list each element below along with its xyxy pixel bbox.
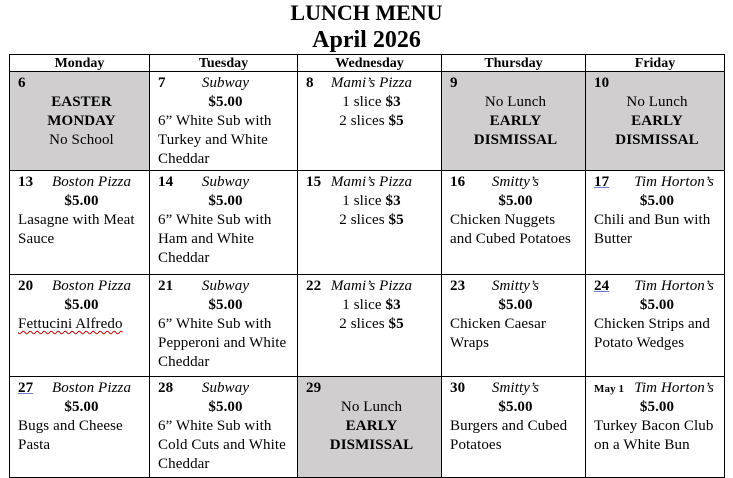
meal-price: $5.00: [64, 399, 99, 415]
slice-price-line: [306, 211, 437, 230]
day-cell: [10, 171, 150, 275]
holiday-line: EASTER: [51, 94, 112, 110]
day-cell-no-lunch: [442, 72, 586, 171]
day-number: 23: [450, 278, 466, 294]
meal-description: Chicken Nuggets and Cubed Potatoes: [450, 212, 571, 247]
day-cell: [442, 377, 586, 478]
meal-price: $5.00: [498, 297, 533, 313]
day-cell: [586, 171, 725, 275]
meal-price: $5.00: [639, 399, 675, 415]
week-row: [10, 275, 725, 377]
meal-description: Bugs and Cheese Pasta: [18, 418, 123, 453]
weekday-wednesday: Wednesday: [298, 55, 442, 72]
week-row: [10, 72, 725, 171]
page-subtitle: April 2026: [312, 27, 421, 53]
day-number: May 1: [594, 383, 625, 395]
meal-price: $5.00: [208, 94, 243, 110]
slice-price: $5: [388, 113, 404, 129]
holiday-line: MONDAY: [47, 113, 116, 129]
day-number: 9: [450, 75, 458, 91]
day-cell: [150, 377, 298, 478]
meal-description: 6” White Sub with Turkey and White Cheddar: [158, 113, 272, 167]
no-lunch-label: No Lunch: [626, 94, 688, 110]
dismissal-line: DISMISSAL: [473, 132, 558, 148]
slice-label: 2 slices: [339, 212, 389, 228]
meal-description: Chicken Strips and Potato Wedges: [594, 316, 710, 351]
day-cell-no-lunch: [586, 72, 725, 171]
vendor-name: Tim Horton’s: [634, 380, 714, 396]
day-cell: [298, 275, 442, 377]
meal-description: 6” White Sub with Pepperoni and White Cheddar: [158, 316, 287, 370]
meal-price: $5.00: [208, 399, 243, 415]
dismissal-line: EARLY: [345, 418, 398, 434]
day-number: 30: [450, 380, 466, 396]
day-cell-holiday: [10, 72, 150, 171]
slice-price: $3: [385, 94, 401, 110]
day-number: 21: [158, 278, 174, 294]
day-number: 27: [18, 380, 34, 396]
meal-price: $5.00: [498, 399, 533, 415]
week-row: [10, 171, 725, 275]
day-number: 20: [18, 278, 34, 294]
meal-price: $5.00: [208, 193, 243, 209]
meal-description: Turkey Bacon Club on a White Bun: [594, 418, 714, 453]
vendor-name: Tim Horton’s: [634, 278, 714, 294]
vendor-name: Subway: [201, 75, 250, 91]
day-number: 13: [18, 174, 34, 190]
day-cell: [586, 377, 725, 478]
slice-price-line: [306, 296, 437, 315]
meal-price: $5.00: [498, 193, 533, 209]
vendor-name: Smitty’s: [491, 174, 540, 190]
holiday-note: No School: [49, 132, 114, 148]
slice-label: 2 slices: [339, 316, 389, 332]
vendor-name: Smitty’s: [491, 278, 540, 294]
slice-price: $3: [385, 297, 401, 313]
day-number: 29: [306, 380, 322, 396]
vendor-name: Boston Pizza: [51, 174, 132, 190]
day-cell: [442, 275, 586, 377]
day-cell: [150, 171, 298, 275]
day-number: 28: [158, 380, 174, 396]
day-number: 22: [306, 278, 322, 294]
slice-price: $5: [388, 316, 404, 332]
page-title: LUNCH MENU: [290, 0, 443, 25]
day-cell: [586, 275, 725, 377]
day-cell: [150, 72, 298, 171]
lunch-calendar: [9, 54, 725, 478]
weekday-tuesday: Tuesday: [150, 55, 298, 72]
meal-price: $5.00: [64, 297, 99, 313]
vendor-name: Tim Horton’s: [634, 174, 714, 190]
weekday-friday: Friday: [586, 55, 725, 72]
meal-description: 6” White Sub with Cold Cuts and White Cheddar: [158, 418, 286, 472]
week-row: [10, 377, 725, 478]
vendor-name: Mami’s Pizza: [330, 75, 413, 91]
day-number: 15: [306, 174, 322, 190]
day-cell: [10, 275, 150, 377]
meal-description: Chili and Bun with Butter: [594, 212, 711, 247]
vendor-name: Smitty’s: [491, 380, 540, 396]
day-number: 8: [306, 75, 314, 91]
meal-description: 6” White Sub with Ham and White Cheddar: [158, 212, 272, 266]
vendor-name: Boston Pizza: [51, 380, 132, 396]
no-lunch-label: No Lunch: [340, 399, 403, 415]
slice-price-line: [306, 112, 437, 131]
slice-label: 1 slice: [342, 94, 386, 110]
vendor-name: Subway: [201, 380, 250, 396]
meal-price: $5.00: [64, 193, 99, 209]
meal-price: $5.00: [639, 193, 675, 209]
vendor-name: Mami’s Pizza: [330, 174, 413, 190]
day-number: 16: [450, 174, 466, 190]
slice-price-line: [306, 192, 437, 211]
slice-label: 1 slice: [342, 297, 386, 313]
day-cell: [10, 377, 150, 478]
meal-description: Fettucini Alfredo: [18, 316, 123, 332]
weekday-thursday: Thursday: [442, 55, 586, 72]
slice-price-line: [306, 93, 437, 112]
meal-price: $5.00: [639, 297, 675, 313]
slice-label: 2 slices: [339, 113, 389, 129]
day-number: 10: [594, 75, 610, 91]
day-number: 7: [158, 75, 166, 91]
day-number: 14: [158, 174, 174, 190]
day-cell: [298, 171, 442, 275]
meal-price: $5.00: [208, 297, 243, 313]
slice-price: $5: [388, 212, 404, 228]
slice-label: 1 slice: [342, 193, 386, 209]
day-number: 6: [18, 75, 26, 91]
day-cell: [298, 72, 442, 171]
vendor-name: Subway: [201, 174, 250, 190]
slice-price-line: [306, 315, 437, 334]
vendor-name: Boston Pizza: [51, 278, 132, 294]
dismissal-line: EARLY: [489, 113, 542, 129]
dismissal-line: EARLY: [631, 113, 683, 129]
day-number: 17: [594, 174, 610, 190]
vendor-name: Subway: [201, 278, 250, 294]
meal-description: Burgers and Cubed Potatoes: [450, 418, 568, 453]
weekday-header-row: [10, 55, 725, 72]
weekday-monday: Monday: [10, 55, 150, 72]
day-cell: [442, 171, 586, 275]
dismissal-line: DISMISSAL: [329, 437, 414, 453]
slice-price: $3: [385, 193, 401, 209]
day-number: 24: [594, 278, 610, 294]
meal-description: Chicken Caesar Wraps: [450, 316, 546, 351]
meal-description: Lasagne with Meat Sauce: [18, 212, 135, 247]
dismissal-line: DISMISSAL: [615, 132, 699, 148]
day-cell-no-lunch: [298, 377, 442, 478]
day-cell: [150, 275, 298, 377]
no-lunch-label: No Lunch: [484, 94, 547, 110]
vendor-name: Mami’s Pizza: [330, 278, 413, 294]
